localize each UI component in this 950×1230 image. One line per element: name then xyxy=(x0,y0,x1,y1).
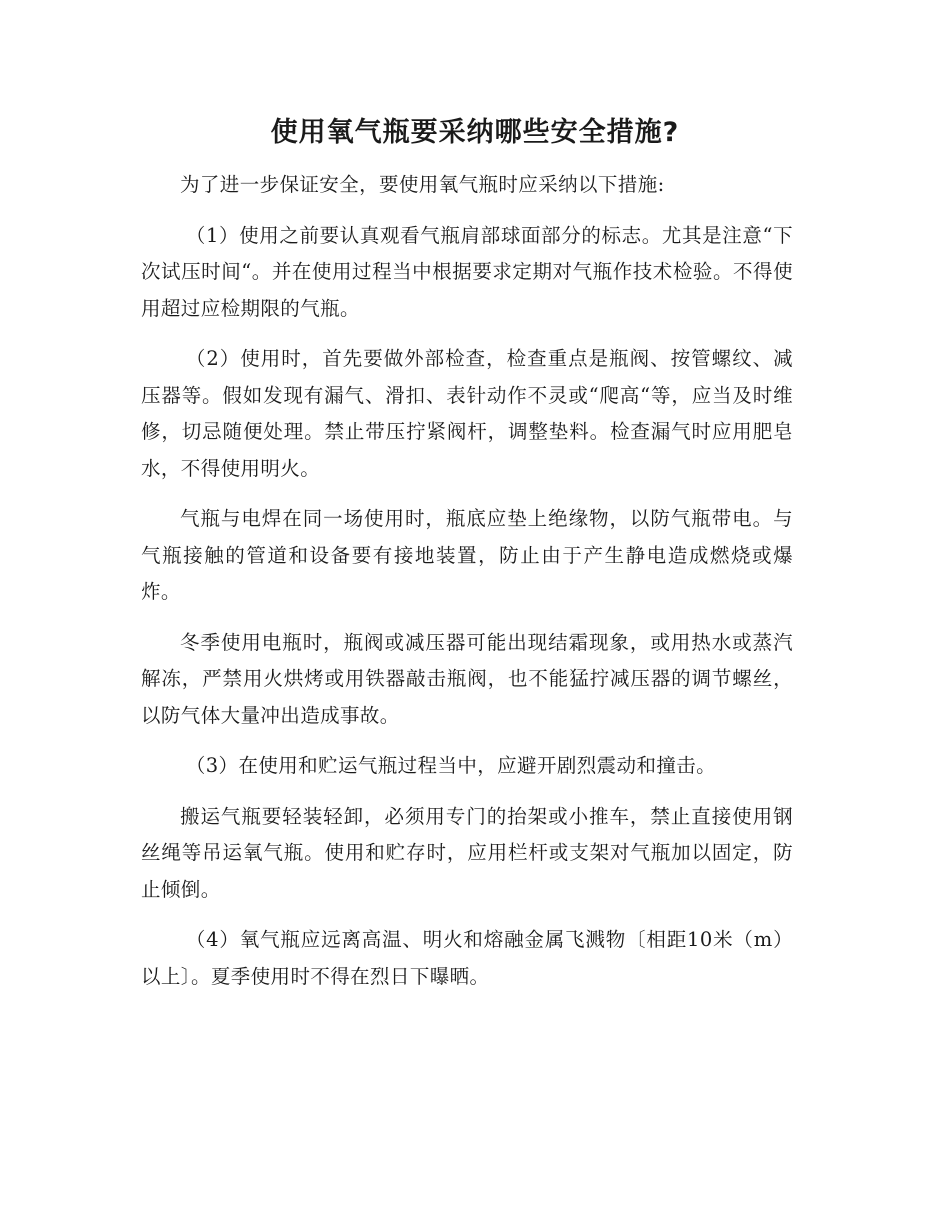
document-title: 使用氧气瓶要采纳哪些安全措施? xyxy=(270,117,680,148)
paragraph-measure-3: （3）在使用和贮运气瓶过程当中，应避开剧烈震动和撞击。 xyxy=(185,754,717,777)
intro-paragraph: 为了进一步保证安全，要使用氧气瓶时应采纳以下措施: xyxy=(180,173,665,196)
paragraph-winter-use: 冬季使用电瓶时，瓶阀或减压器可能出现结霜现象，或用热水或蒸汽解冻，严禁用火烘烤或用铁器敲击瓶阀，也不能猛拧减压器的调节螺丝，以防气体大量冲出造成事故。 xyxy=(141,630,793,727)
document-body xyxy=(141,167,793,1009)
paragraph-transport: 搬运气瓶要轻装轻卸，必须用专门的抬架或小推车，禁止直接使用钢丝绳等吊运氧气瓶。使用和贮存时，应用栏杆或支架对气瓶加以固定，防止倾倒。 xyxy=(141,804,793,901)
paragraph-measure-2: （2）使用时，首先要做外部检查，检查重点是瓶阀、按管螺纹、减压器等。假如发现有漏气、滑扣、表针动作不灵或“爬高“等，应当及时维修，切忌随便处理。禁止带压拧紧阀杆，调整垫料。检查漏气时应用肥皂水，不得使用明火。 xyxy=(141,347,793,480)
paragraph-measure-1: （1）使用之前要认真观看气瓶肩部球面部分的标志。尤其是注意“下次试压时间“。并在使用过程当中根据要求定期对气瓶作技术检验。不得使用超过应检期限的气瓶。 xyxy=(141,223,793,320)
paragraph-electric-welding: 气瓶与电焊在同一场使用时，瓶底应垫上绝缘物，以防气瓶带电。与气瓶接触的管道和设备要有接地装置，防止由于产生静电造成燃烧或爆炸。 xyxy=(141,507,793,603)
paragraph-measure-4: （4）氧气瓶应远离高温、明火和熔融金属飞溅物〔相距10米（m）以上〕。夏季使用时不得在烈日下曝晒。 xyxy=(141,928,793,988)
